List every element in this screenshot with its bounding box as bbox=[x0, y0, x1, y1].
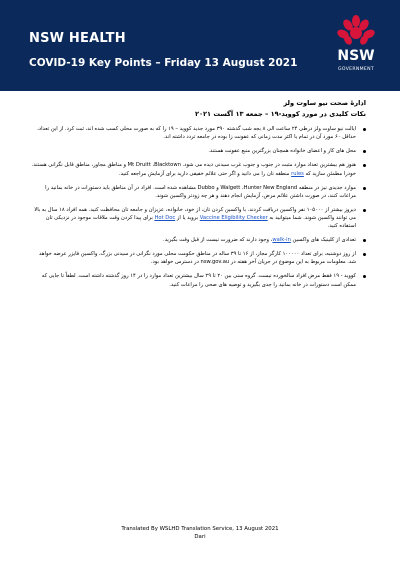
inline-link[interactable]: walk-in bbox=[272, 237, 291, 244]
list-item bbox=[30, 206, 366, 230]
list-item bbox=[30, 147, 366, 155]
inline-link[interactable]: Vaccine Eligibility Checker bbox=[199, 214, 268, 221]
header-title: NSW HEALTH bbox=[29, 31, 126, 46]
footer-credit: Translated By WSLHD Translation Service, 13 August 2021 bbox=[121, 526, 279, 532]
header-banner bbox=[0, 0, 400, 91]
list-item-text: هنوز هم بیشترین تعداد موارد مثبت در جنوب و جنوب غرب سیدنی دیده می شود. Mt Druitt ،Blacktown و مناطق مجاور، مناطق قابل نگرانی هستند. خودرا مطمئن سازید که bbox=[31, 162, 356, 177]
footer bbox=[0, 525, 400, 541]
list-item-text: منطقه تان را می دانید و اگر حتی علائم خفیفی دارید برای آزمایش مراجعه کنید. bbox=[119, 170, 292, 177]
bullet-icon bbox=[363, 275, 366, 278]
header-subtitle: COVID-19 Key Points – Friday 13 August 2021 bbox=[29, 57, 298, 69]
list-item-text: بروید یا از bbox=[175, 214, 200, 221]
list-item bbox=[30, 125, 366, 141]
inline-link[interactable]: Hot Doc bbox=[154, 214, 176, 221]
list-item-text: موارد جدیدی نیز در منطقه Walgett ،Hunter New England و Dubbo مشاهده شده است. افراد در آن مناطق باید دستورات در خانه بمانید را مراعات کنند، در صورت داشتن علائم مرض، آزمایش انجام دهند و هر چه زودتر واکسین شوند. bbox=[45, 184, 356, 199]
list-item bbox=[30, 250, 366, 266]
key-points-list bbox=[30, 125, 366, 288]
bullet-icon bbox=[363, 187, 366, 190]
nsw-government-logo bbox=[336, 14, 376, 82]
footer-language: Dari bbox=[194, 534, 206, 540]
list-item bbox=[30, 236, 366, 244]
list-item-text: برای پیدا کردن وقت ملاقات موجود در نزدیکی تان استفاده کنید. bbox=[45, 214, 356, 230]
body-title: ادارۀ صحت نیو ساوت ولز bbox=[283, 99, 366, 107]
list-item-text: ، وجود دارند که ضرورت نیست از قبل وقت بگیرید. bbox=[163, 237, 273, 244]
bullet-icon bbox=[363, 150, 366, 153]
body-subtitle: نکات کلیدی در مورد کووید-۱۹ – جمعه ۱۳ آگست ۲۰۲۱ bbox=[194, 110, 366, 119]
list-item-text: محل های کار و اعضای خانواده همچنان بزرگترین منبع عفونت هستند. bbox=[208, 148, 356, 155]
logo-text: NSW bbox=[337, 48, 375, 64]
logo-subtext: GOVERNMENT bbox=[338, 67, 374, 72]
bullet-icon bbox=[363, 239, 366, 242]
list-item-text: از روز دوشنبه، برای تعداد ۱۰۰۰۰۰ کارگر مجاز، از ۱۶ تا ۳۹ ساله در مناطق حکومت محلی مورد نگرانی در سیدنی بزرگ، واکسین فایزر عرضه خواهد شد. معلومات مربوط به این موضوع در جریان آخر هفته در nsw.gov.au در دسترس خواهد بود. bbox=[39, 251, 356, 266]
list-item bbox=[30, 184, 366, 200]
list-item-text: کووید - ۱۹ فقط مرض افراد سالخورده نیست. گروه سنی بین ۲۰ تا ۲۹ سال بیشترین تعداد موارد را در ۱۴ روز گذشته داشته است. لطفاً تا جایی که ممکن است دستورات در خانه بمانید را جدی بگیرید و توصیه های صحی را مراعات کنید. bbox=[41, 273, 356, 288]
bullet-icon bbox=[363, 128, 366, 131]
list-item-text: تعدادی از کلینیک های واکسین bbox=[290, 237, 356, 244]
bullet-icon bbox=[363, 209, 366, 212]
document-body bbox=[30, 98, 366, 295]
inline-link[interactable]: rules bbox=[291, 170, 304, 177]
list-item bbox=[30, 161, 366, 177]
list-item-text: ایالت نیو ساوت ولز درطی ۲۴ ساعت الی ۸ بجه شب گذشته ۳۹۰ مورد جدید کووید – ۱۹ را که به صورت محلی کسب شده اند، ثبت کرد. از این تعداد، حداقل ۶۰ مورد آن در تمام یا اکثر مدت زمانی که عفونت زا بوده در جامعه تردد داشته اند. bbox=[37, 126, 356, 141]
bullet-icon bbox=[363, 164, 366, 167]
bullet-icon bbox=[363, 253, 366, 256]
list-item bbox=[30, 272, 366, 288]
list-item-text: دیروز بیشتر از ۱۰۵۰۰۰ نفر واکسین دریافت کردند. با واکسین کردن تان، از خود، خانواده، عزیزان و جامعه تان محافظت کنید. همه افراد ۱۸ سال به بالا می توانند واکسین شوند. شما میتوانید به bbox=[34, 206, 356, 221]
waratah-icon bbox=[336, 14, 376, 48]
